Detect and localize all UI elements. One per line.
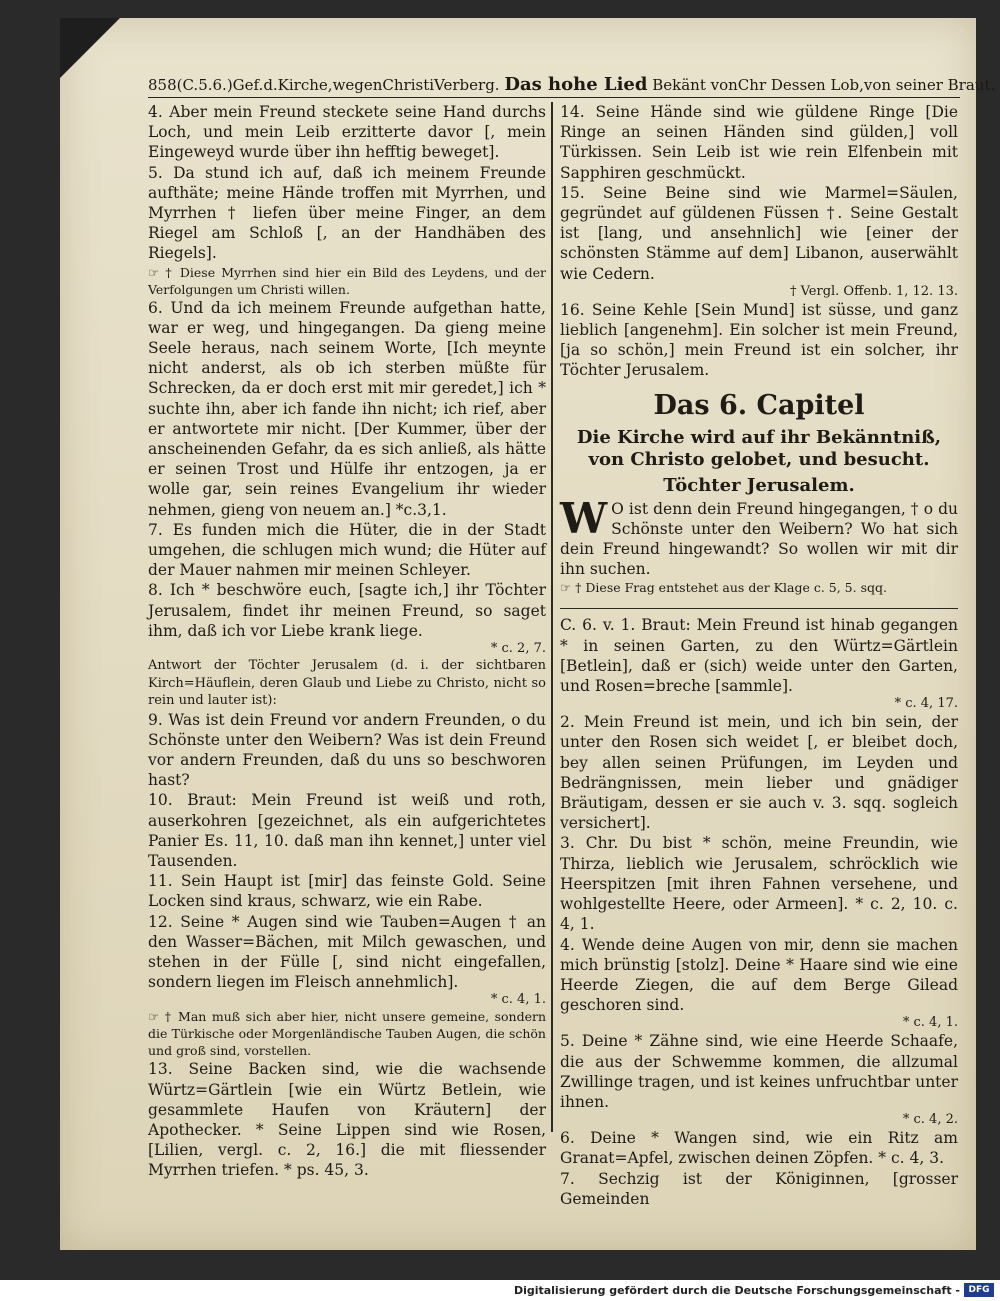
- ref-c4-1: * c. 4, 1.: [490, 992, 546, 1008]
- ref-c4-1b: * c. 4, 1.: [902, 1015, 958, 1031]
- verse-6-7: 7. Sechzig ist der Königinnen, [grosser Gemeinden: [560, 1169, 958, 1208]
- verse-5: 5. Da stund ich auf, daß ich meinem Freunde aufthäte; meine Hände troffen mit Myrrhen, und Myrrhen † liefen über meine Finger, an dem Riegel am Schloß [, an der Handhäben des Riegels].: [148, 163, 546, 263]
- verse-10: 10. Braut: Mein Freund ist weiß und roth, auserkohren [gezeichnet, als ein aufgerichtetes Panier Es. 11, 10. daß man ihn kennet,] unter viel Tausenden.: [148, 791, 546, 870]
- verse-6-1: C. 6. v. 1. Braut: Mein Freund ist hinab gegangen * in seinen Garten, zu den Würtz=Gärtlein [Betlein], daß er (sich) weide unter den Garten, und Rosen=breche [sammle].: [560, 616, 958, 696]
- verse-6-4: 4. Wende deine Augen von mir, denn sie machen mich brünstig [stolz]. Deine * Haare sind wie eine Heerde Ziegen, die auf dem Berge Gilead geschoren sind.: [560, 935, 958, 1015]
- left-column: [148, 102, 546, 1181]
- intro-note: ☞ † Diese Frag entstehet aus der Klage c. 5, 5. sqq.: [560, 580, 887, 596]
- verse-12: 12. Seine * Augen sind wie Tauben=Augen † an den Wasser=Bächen, mit Milch gewaschen, und stehen in der Fülle [, sind nicht eingefallen, sondern liegen im Fleisch annehmlich].: [148, 912, 546, 992]
- dfg-logo: DFG: [964, 1283, 994, 1297]
- speaker-heading: Töchter Jerusalem.: [663, 474, 855, 496]
- right-column: [560, 102, 958, 1209]
- chapter-intro: [560, 493, 958, 580]
- note-doves: ☞ † Man muß sich aber hier, nicht unsere gemeine, sondern die Türkische oder Morgenländische Tauben Augen, die schön und groß sind, vorstellen.: [148, 1009, 546, 1059]
- chapter-title: Das 6. Capitel: [653, 389, 865, 421]
- verse-13: 13. Seine Backen sind, wie die wachsende Würtz=Gärtlein [wie ein Würtz Betlein, wie gesammlete Haufen von Kräutern] der Apothecker. * Seine Lippen sind wie Rosen, [Lilien, vergl. c. 2, 16.] die mit fliessender Myrrhen triefen. * ps. 45, 3.: [148, 1060, 546, 1180]
- header-title: Das hohe Lied: [504, 74, 648, 95]
- intro-text: O ist denn dein Freund hingegangen, † o du Schönste unter den Weibern? Wo hat sich dein Freund hingewandt? So wollen wir mit dir ihn suchen.: [560, 499, 958, 579]
- drop-cap: W: [560, 493, 608, 543]
- verse-6-5: 5. Deine * Zähne sind, wie eine Heerde Schaafe, die aus der Schwemme kommen, die allzumal Zwillinge tragen, und ist keines unfruchtbar unter ihnen.: [560, 1032, 958, 1111]
- verse-4: 4. Aber mein Freund steckete seine Hand durchs Loch, und mein Leib erzitterte davor [, mein Eingeweyd wurde über ihn hefftig beweget].: [148, 103, 546, 162]
- answer-heading: Antwort der Töchter Jerusalem (d. i. der sichtbaren Kirch=Häuflein, deren Glaub und Liebe zu Christo, nicht so rein und lauter ist):: [148, 658, 546, 709]
- funding-credit: Digitalisierung gefördert durch die Deutsche Forschungsgemeinschaft -: [513, 1284, 960, 1297]
- verse-9: 9. Was ist dein Freund vor andern Freunden, o du Schönste unter den Weibern? Was ist dein Freund vor andern Freunden, daß du uns so beschworen hast?: [148, 710, 546, 790]
- verse-6-3: 3. Chr. Du bist * schön, meine Freundin, wie Thirza, lieblich wie Jerusalem, schröcklich wie Heerspitzen [mit ihren Fahnen versehene, und wohlgestellte Heere, oder Armeen]. * c. 2, 10. c. 4, 1.: [560, 834, 958, 934]
- verse-7: 7. Es funden mich die Hüter, die in der Stadt umgehen, die schlugen mich wund; die Hüter auf der Mauer nahmen mir meinen Schleyer.: [148, 520, 546, 580]
- ref-c4-17: * c. 4, 17.: [894, 696, 958, 712]
- verse-14: 14. Seine Hände sind wie güldene Ringe [Die Ringe an seinen Händen sind gülden,] voll Türkissen. Sein Leib ist wie rein Elfenbein mit Sapphiren geschmückt.: [560, 103, 958, 182]
- running-header: [148, 74, 996, 98]
- verse-6-2: 2. Mein Freund ist mein, und ich bin sein, der unter den Rosen sich weidet [, er bleibet doch, bey allen seinen Prüfungen, im Leyden und Bedrängnissen, mein lieber und gnädiger Bräutigam, dessen er sie auch v. 3. sqq. sogleich versichert].: [560, 713, 958, 833]
- ref-c2-7: * c. 2, 7.: [490, 641, 546, 657]
- header-left: 858(C.5.6.)Gef.d.Kirche,wegenChristiVerberg.: [148, 76, 500, 94]
- column-divider: [551, 102, 553, 1132]
- folded-corner: [60, 18, 120, 78]
- ref-c4-2: * c. 4, 2.: [902, 1112, 958, 1128]
- ref-offenb: † Vergl. Offenb. 1, 12. 13.: [789, 283, 958, 299]
- verse-8: 8. Ich * beschwöre euch, [sagte ich,] ihr Töchter Jerusalem, findet ihr meinen Freund, so saget ihm, daß ich vor Liebe krank liege.: [148, 581, 546, 640]
- note-myrrh: ☞ † Diese Myrrhen sind hier ein Bild des Leydens, und der Verfolgungen um Christi willen.: [148, 264, 546, 297]
- verse-6: 6. Und da ich meinem Freunde aufgethan hatte, war er weg, und hingegangen. Da gieng meine Seele heraus, nach seinem Worte, [Ich meynte nicht anderst, als ob ich sterben müßte für Schrecken, da er doch erst mit mir geredet,] ich * suchte ihn, aber ich fande ihn nicht; ich rief, aber er antwortete mir nicht. [Der Kummer, über der anscheinenden Gefahr, da es sich anließ, als hätte er seinen Trost und Hülfe ihr entzogen, ja er wolle gar, sein reines Evangelium ihr wieder nehmen, gieng von neuem an.] *c.3,1.: [148, 298, 546, 519]
- verse-16: 16. Seine Kehle [Sein Mund] ist süsse, und ganz lieblich [angenehm]. Ein solcher ist mein Freund, [ja so schön,] mein Freund ist ein solcher, ihr Töchter Jerusalem.: [560, 300, 958, 380]
- chapter-subtitle: Die Kirche wird auf ihr Bekänntniß, von Christo gelobet, und besucht.: [576, 426, 942, 470]
- section-rule: [560, 608, 958, 609]
- verse-15: 15. Seine Beine sind wie Marmel=Säulen, gegründet auf güldenen Füssen †. Seine Gestalt ist [lang, und ansehnlich] wie [einer der schönsten Stämme auf dem] Libanon, auserwählt wie Cedern.: [560, 183, 958, 283]
- verse-11: 11. Sein Haupt ist [mir] das feinste Gold. Seine Locken sind kraus, schwarz, wie ein Rabe.: [148, 872, 546, 911]
- verse-6-6: 6. Deine * Wangen sind, wie ein Ritz am Granat=Apfel, zwischen deinen Zöpfen. * c. 4, 3.: [560, 1129, 958, 1168]
- header-right: Bekänt vonChr Dessen Lob,von seiner Braut.: [652, 76, 996, 94]
